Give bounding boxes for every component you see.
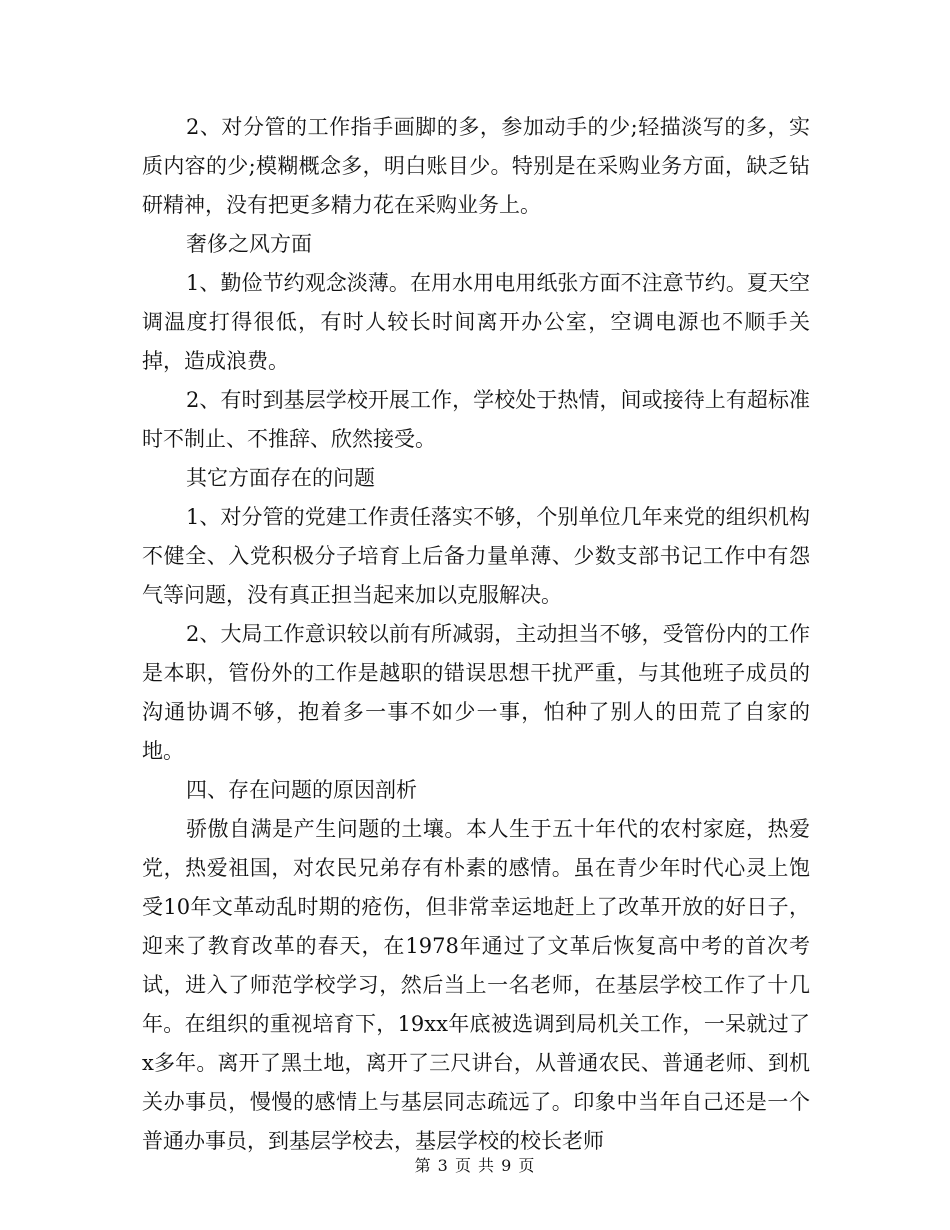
paragraph-item-2-reception: 2、有时到基层学校开展工作，学校处于热情，间或接待上有超标准时不制止、不推辞、欣然接受。 bbox=[142, 388, 810, 451]
paragraph-item-1-party-building: 1、对分管的党建工作责任落实不够，个别单位几年来党的组织机构不健全、入党积极分子培育上后备力量单薄、少数支部书记工作中有怨气等问题，没有真正担当起来加以克服解决。 bbox=[142, 505, 810, 607]
section-heading-extravagance: 奢侈之风方面 bbox=[186, 232, 312, 256]
paragraph-cause-analysis: 骄傲自满是产生问题的土壤。本人生于五十年代的农村家庭，热爱党，热爱祖国，对农民兄弟存有朴素的感情。虽在青少年时代心灵上饱受10年文革动乱时期的疮伤，但非常幸运地赶上了改革开放的好日子，迎来了教育改革的春天，在1978年通过了文革后恢复高中考的首次考试，进入了师范学校学习，然后当上一名老师，在基层学校工作了十几年。在组织的重视培育下，19xx年底被选调到局机关工作，一呆就过了x多年。离开了黑土地，离开了三尺讲台，从普通农民、普通老师、到机关办事员，慢慢的感情上与基层同志疏远了。印象中当年自己还是一个普通办事员，到基层学校去，基层学校的校长老师 bbox=[142, 817, 810, 1153]
section-heading-cause-analysis: 四、存在问题的原因剖析 bbox=[186, 778, 417, 802]
paragraph-item-2-overall-awareness: 2、大局工作意识较以前有所减弱，主动担当不够，受管份内的工作是本职，管份外的工作是越职的错误思想干扰严重，与其他班子成员的沟通协调不够，抱着多一事不如少一事，怕种了别人的田荒了自家的地。 bbox=[142, 622, 810, 763]
document-body bbox=[142, 108, 810, 1161]
paragraph-item-2-duties: 2、对分管的工作指手画脚的多，参加动手的少;轻描淡写的多，实质内容的少;模糊概念多，明白账目少。特别是在采购业务方面，缺乏钻研精神，没有把更多精力花在采购业务上。 bbox=[142, 115, 810, 217]
section-heading-other-issues: 其它方面存在的问题 bbox=[186, 466, 375, 490]
page-footer: 第 3 页 共 9 页 bbox=[414, 1156, 536, 1175]
paragraph-item-1-frugality: 1、勤俭节约观念淡薄。在用水用电用纸张方面不注意节约。夏天空调温度打得很低，有时人较长时间离开办公室，空调电源也不顺手关掉，造成浪费。 bbox=[142, 271, 810, 373]
